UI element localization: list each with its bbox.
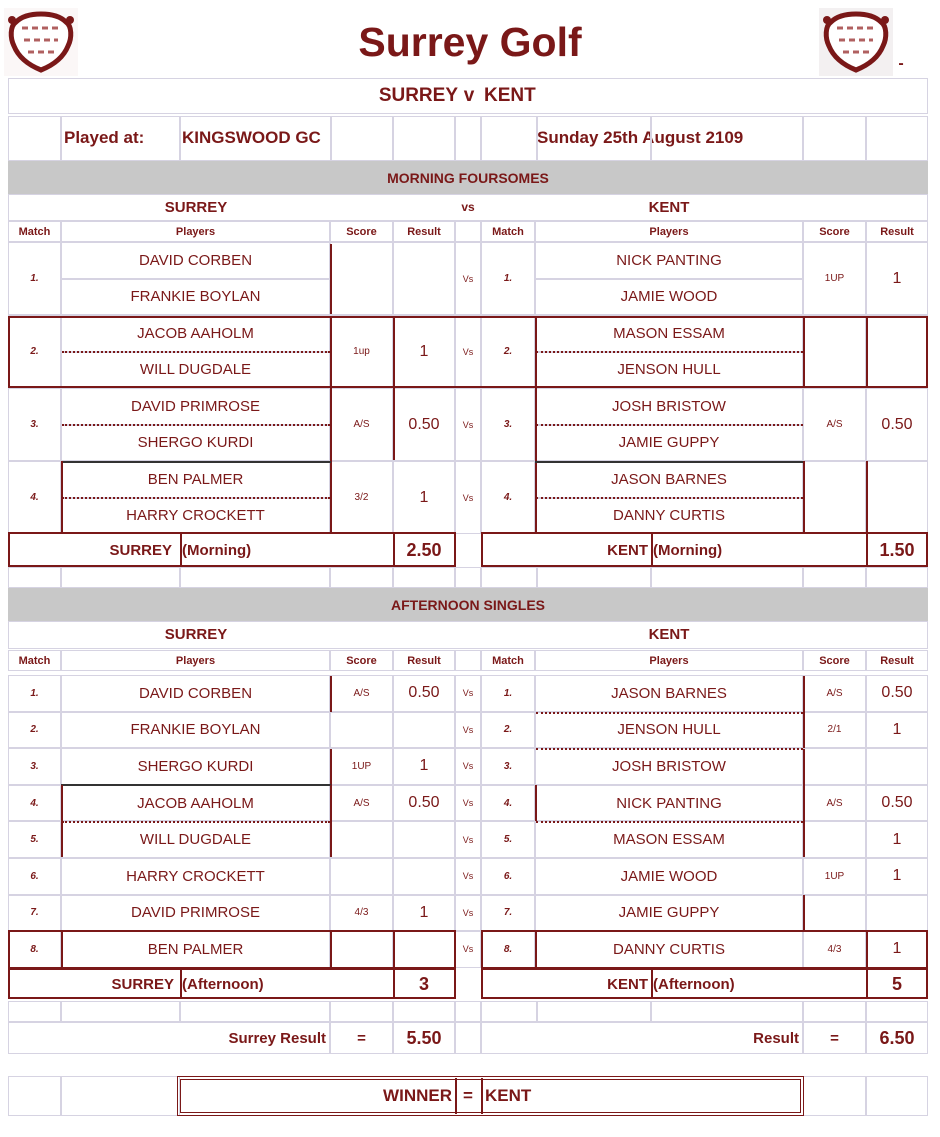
afternoon-away-total-team: KENT	[607, 975, 648, 993]
afternoon-vs-label: Vs	[462, 907, 474, 918]
afternoon-away-player: NICK PANTING	[616, 794, 722, 812]
morning-home-score	[330, 242, 393, 315]
morning-home-player: SHERGO KURDI	[137, 434, 254, 452]
afternoon-home-result: 0.50	[408, 684, 440, 702]
afternoon-away-match-number: 8.	[503, 943, 513, 955]
rule	[536, 497, 803, 499]
fixture-away: KENT	[484, 85, 536, 106]
afternoon-vs-label: Vs	[462, 761, 474, 772]
afternoon-away-score: 4/3	[827, 943, 842, 955]
grid-cell	[330, 1001, 393, 1022]
afternoon-home-score	[330, 858, 393, 895]
grid-cell	[866, 1076, 928, 1116]
rule	[535, 932, 537, 968]
morning-match-number: 3.	[30, 419, 39, 430]
morning-away-score: A/S	[826, 419, 843, 430]
rule	[536, 424, 803, 426]
morning-home-player: BEN PALMER	[147, 470, 244, 488]
morning-away-result: 0.50	[881, 415, 913, 433]
afternoon-home-total: 3	[418, 973, 429, 994]
grid-cell	[866, 567, 928, 588]
home-col-score: Score	[346, 225, 377, 238]
kent-result-equals: =	[830, 1029, 839, 1047]
afternoon-away-player: JENSON HULL	[617, 721, 721, 739]
afternoon-team-home: SURREY	[164, 625, 228, 643]
afternoon-away-match-number: 7.	[503, 907, 513, 919]
away-col-match: Match	[492, 225, 524, 238]
morning-home-player: JACOB AAHOLM	[137, 324, 254, 342]
grid-cell	[330, 567, 393, 588]
grid-cell	[803, 116, 866, 161]
home-col-result: Result	[407, 225, 441, 238]
fixture-v: v	[463, 85, 475, 106]
morning-vs-label: Vs	[462, 346, 474, 357]
winner-equals: =	[463, 1086, 473, 1105]
morning-away-player: JENSON HULL	[617, 361, 721, 379]
grid-cell	[455, 221, 481, 242]
home-col-match: Match	[18, 225, 51, 238]
afternoon-home-player: SHERGO KURDI	[137, 757, 254, 775]
grid-cell	[61, 567, 180, 588]
morning-home-player: DAVID CORBEN	[138, 251, 253, 269]
grid-cell	[455, 567, 481, 588]
grid-cell	[180, 1001, 330, 1022]
afternoon-away-match-number: 6.	[503, 870, 513, 882]
grid-cell	[180, 567, 330, 588]
afternoon-away-result: 1	[892, 830, 902, 848]
grid-cell	[651, 567, 803, 588]
kent-result-label: Result	[753, 1029, 799, 1047]
grid-cell	[393, 1001, 455, 1022]
grid-cell	[537, 116, 651, 161]
morning-vs: vs	[461, 200, 475, 214]
morning-home-score: 3/2	[354, 492, 369, 503]
rule	[393, 932, 395, 968]
morning-home-result	[393, 242, 455, 315]
rule	[536, 821, 803, 823]
morning-team-home: SURREY	[164, 198, 228, 216]
afternoon-vs-label: Vs	[462, 724, 474, 735]
grid-cell	[803, 567, 866, 588]
grid-cell	[8, 1076, 61, 1116]
morning-away-result: 1	[892, 269, 902, 287]
afternoon-away-match-number: 3.	[503, 760, 513, 772]
morning-away-player: JAMIE WOOD	[620, 288, 718, 306]
away-col-score: Score	[819, 654, 850, 667]
rule	[61, 785, 63, 857]
rule	[330, 316, 332, 532]
grid-cell	[330, 116, 393, 161]
afternoon-away-match-number: 5.	[503, 834, 513, 846]
morning-home-total: 2.50	[406, 539, 442, 560]
home-col-players: Players	[175, 654, 216, 667]
morning-home-result: 1	[419, 342, 429, 360]
afternoon-away-score	[803, 895, 866, 932]
rule	[330, 749, 332, 785]
morning-home-score: A/S	[353, 419, 370, 430]
afternoon-home-result: 0.50	[408, 794, 440, 812]
morning-away-player: NICK PANTING	[616, 251, 722, 269]
morning-away-total-label: (Morning)	[653, 541, 723, 559]
away-col-match: Match	[492, 654, 524, 667]
rule	[535, 930, 803, 932]
rule	[393, 388, 395, 460]
rule	[803, 461, 805, 533]
grid-cell	[651, 116, 803, 161]
afternoon-home-player: HARRY CROCKETT	[126, 867, 265, 885]
home-col-score: Score	[346, 654, 377, 667]
morning-home-total-label: (Morning)	[182, 541, 252, 559]
morning-away-total: 1.50	[879, 539, 915, 560]
rule	[536, 712, 803, 714]
grid-cell	[866, 1001, 928, 1022]
afternoon-home-result	[393, 858, 455, 895]
morning-away-player: JAMIE GUPPY	[618, 434, 720, 452]
rule	[330, 932, 332, 968]
morning-home-player: WILL DUGDALE	[139, 361, 252, 379]
morning-match-number: 4.	[30, 492, 39, 503]
afternoon-away-result: 0.50	[881, 684, 913, 702]
grid-cell	[61, 1001, 180, 1022]
morning-home-player: HARRY CROCKETT	[126, 507, 265, 525]
afternoon-home-player: BEN PALMER	[147, 940, 244, 958]
morning-home-player: FRANKIE BOYLAN	[130, 288, 261, 306]
afternoon-away-player: JASON BARNES	[611, 684, 727, 702]
rule	[803, 749, 805, 785]
rule	[803, 316, 805, 388]
venue: KINGSWOOD GC	[182, 128, 321, 147]
rule	[866, 316, 868, 388]
away-col-players: Players	[649, 654, 689, 667]
afternoon-vs-label: Vs	[462, 871, 474, 882]
surrey-result-label: Surrey Result	[228, 1029, 326, 1047]
away-col-score: Score	[819, 225, 850, 238]
rule	[330, 785, 332, 857]
grid-cell	[393, 567, 455, 588]
grid-cell	[651, 1001, 803, 1022]
fixture-home: SURREY	[378, 85, 458, 106]
rule	[803, 785, 805, 857]
afternoon-home-player: JACOB AAHOLM	[137, 794, 254, 812]
grid-cell	[803, 1001, 866, 1022]
morning-team-away: KENT	[648, 198, 690, 216]
afternoon-match-number: 6.	[30, 870, 39, 882]
rule	[535, 785, 537, 821]
morning-away-match-number: 2.	[503, 346, 513, 357]
afternoon-home-player: DAVID CORBEN	[138, 684, 253, 702]
afternoon-away-score	[803, 748, 866, 785]
morning-away-total-team: KENT	[607, 541, 648, 559]
afternoon-home-result	[393, 821, 455, 858]
rule	[803, 895, 805, 931]
afternoon-home-total-team: SURREY	[111, 975, 174, 993]
morning-heading: MORNING FOURSOMES	[8, 161, 928, 194]
afternoon-match-number: 5.	[30, 834, 39, 846]
afternoon-away-result: 1	[892, 720, 902, 738]
home-col-result: Result	[407, 654, 441, 667]
away-col-result: Result	[880, 225, 914, 238]
grid-cell	[8, 567, 61, 588]
afternoon-away-match-number: 2.	[503, 724, 513, 736]
afternoon-away-player: MASON ESSAM	[613, 831, 725, 849]
grid-cell	[537, 567, 651, 588]
afternoon-away-result: 1	[892, 867, 902, 885]
grid-cell	[393, 116, 455, 161]
morning-home-player: DAVID PRIMROSE	[131, 397, 260, 415]
afternoon-home-player: FRANKIE BOYLAN	[130, 721, 261, 739]
afternoon-home-player: DAVID PRIMROSE	[131, 904, 260, 922]
rule	[866, 932, 868, 968]
afternoon-away-player: JAMIE GUPPY	[618, 904, 720, 922]
afternoon-match-number: 2.	[30, 724, 39, 736]
page-title: Surrey Golf	[358, 18, 582, 65]
afternoon-match-number: 3.	[30, 760, 39, 772]
rule	[330, 676, 332, 712]
afternoon-match-number: 7.	[30, 907, 39, 919]
corner-mark: -	[898, 55, 904, 72]
morning-away-score	[803, 461, 866, 534]
match-date: Sunday 25th August 2109	[537, 128, 744, 147]
afternoon-vs-label: Vs	[462, 798, 474, 809]
crest-icon	[4, 8, 78, 76]
afternoon-home-score	[330, 821, 393, 858]
afternoon-away-result: 0.50	[881, 794, 913, 812]
afternoon-home-score: A/S	[353, 797, 370, 809]
away-col-result: Result	[880, 654, 914, 667]
rule	[330, 244, 332, 314]
grid-cell	[61, 1076, 180, 1116]
morning-home-result: 0.50	[408, 415, 440, 433]
afternoon-away-score: A/S	[826, 687, 843, 699]
afternoon-team-away: KENT	[648, 625, 690, 643]
grid-cell	[481, 1001, 537, 1022]
afternoon-match-number: 1.	[30, 687, 39, 699]
afternoon-away-score: 1UP	[824, 870, 845, 882]
grid-cell	[537, 1001, 651, 1022]
morning-home-score: 1up	[353, 346, 370, 357]
grid-cell	[455, 650, 481, 671]
afternoon-home-score: 4/3	[354, 907, 369, 919]
home-col-match: Match	[18, 654, 51, 667]
morning-away-result	[866, 315, 928, 388]
morning-home-total-team: SURREY	[109, 541, 172, 559]
morning-away-score	[803, 315, 866, 388]
morning-home-result: 1	[419, 488, 429, 506]
morning-away-player: JASON BARNES	[611, 470, 727, 488]
rule	[535, 461, 803, 463]
rule	[62, 497, 330, 499]
afternoon-away-total-label: (Afternoon)	[653, 975, 735, 993]
afternoon-home-score	[330, 712, 393, 749]
away-col-players: Players	[649, 225, 689, 238]
afternoon-vs-label: Vs	[462, 688, 474, 699]
afternoon-vs-label: Vs	[462, 834, 474, 845]
rule	[536, 351, 803, 353]
afternoon-home-result: 1	[419, 757, 429, 775]
afternoon-home-result	[393, 931, 455, 968]
played-at-label: Played at:	[64, 128, 145, 147]
morning-vs-label: Vs	[462, 419, 474, 430]
afternoon-home-score	[330, 931, 393, 968]
afternoon-away-score	[803, 821, 866, 858]
afternoon-away-match-number: 1.	[503, 687, 513, 699]
rule	[61, 784, 331, 786]
winner-label: WINNER	[383, 1086, 452, 1105]
grid-cell	[180, 116, 332, 161]
afternoon-away-score: 2/1	[827, 724, 842, 736]
kent-result-value: 6.50	[879, 1027, 915, 1048]
afternoon-match-number: 8.	[30, 943, 39, 955]
afternoon-away-match-number: 4.	[503, 797, 513, 809]
morning-match-number: 2.	[30, 346, 39, 357]
rule	[393, 316, 395, 388]
afternoon-vs-label: Vs	[462, 944, 474, 955]
surrey-result-equals: =	[357, 1029, 366, 1047]
afternoon-away-result	[866, 748, 928, 785]
morning-away-player: MASON ESSAM	[613, 324, 725, 342]
grid-cell	[8, 1001, 61, 1022]
grid-cell	[481, 567, 537, 588]
morning-vs-label: Vs	[462, 492, 474, 503]
rule	[61, 461, 331, 463]
morning-away-match-number: 4.	[503, 492, 513, 503]
morning-vs-label: Vs	[462, 273, 474, 284]
morning-away-player: DANNY CURTIS	[613, 507, 725, 525]
rule	[62, 821, 330, 823]
morning-away-score: 1UP	[824, 273, 845, 284]
afternoon-home-result: 1	[419, 903, 429, 921]
afternoon-away-result	[866, 895, 928, 932]
morning-away-result	[866, 461, 928, 534]
grid-cell	[61, 116, 180, 161]
afternoon-home-score: A/S	[353, 687, 370, 699]
afternoon-away-player: DANNY CURTIS	[613, 940, 725, 958]
grid-cell	[455, 1001, 481, 1022]
afternoon-home-result	[393, 712, 455, 749]
grid-cell	[481, 116, 537, 161]
morning-away-player: JOSH BRISTOW	[612, 397, 726, 415]
afternoon-home-score: 1UP	[351, 760, 372, 772]
winner-value: KENT	[485, 1086, 532, 1105]
rule	[536, 748, 803, 750]
grid-cell	[455, 1022, 481, 1054]
surrey-result-value: 5.50	[406, 1027, 442, 1048]
morning-away-match-number: 3.	[503, 419, 513, 430]
afternoon-away-score: A/S	[826, 797, 843, 809]
afternoon-away-player: JAMIE WOOD	[620, 867, 718, 885]
rule	[866, 461, 868, 533]
afternoon-heading: AFTERNOON SINGLES	[8, 588, 928, 621]
afternoon-match-number: 4.	[30, 797, 39, 809]
rule	[803, 676, 805, 748]
grid-cell	[803, 1076, 866, 1116]
crest-icon	[818, 8, 894, 76]
morning-away-match-number: 1.	[503, 273, 513, 284]
grid-cell	[455, 116, 481, 161]
rule	[62, 424, 330, 426]
afternoon-away-result: 1	[892, 940, 902, 958]
home-col-players: Players	[175, 225, 216, 238]
afternoon-home-total-label: (Afternoon)	[182, 975, 264, 993]
rule	[62, 351, 330, 353]
grid-cell	[866, 116, 928, 161]
rule	[61, 932, 63, 968]
morning-match-number: 1.	[30, 273, 39, 284]
afternoon-home-player: WILL DUGDALE	[139, 831, 252, 849]
afternoon-away-total: 5	[891, 973, 902, 994]
afternoon-away-player: JOSH BRISTOW	[612, 757, 726, 775]
grid-cell	[8, 116, 61, 161]
